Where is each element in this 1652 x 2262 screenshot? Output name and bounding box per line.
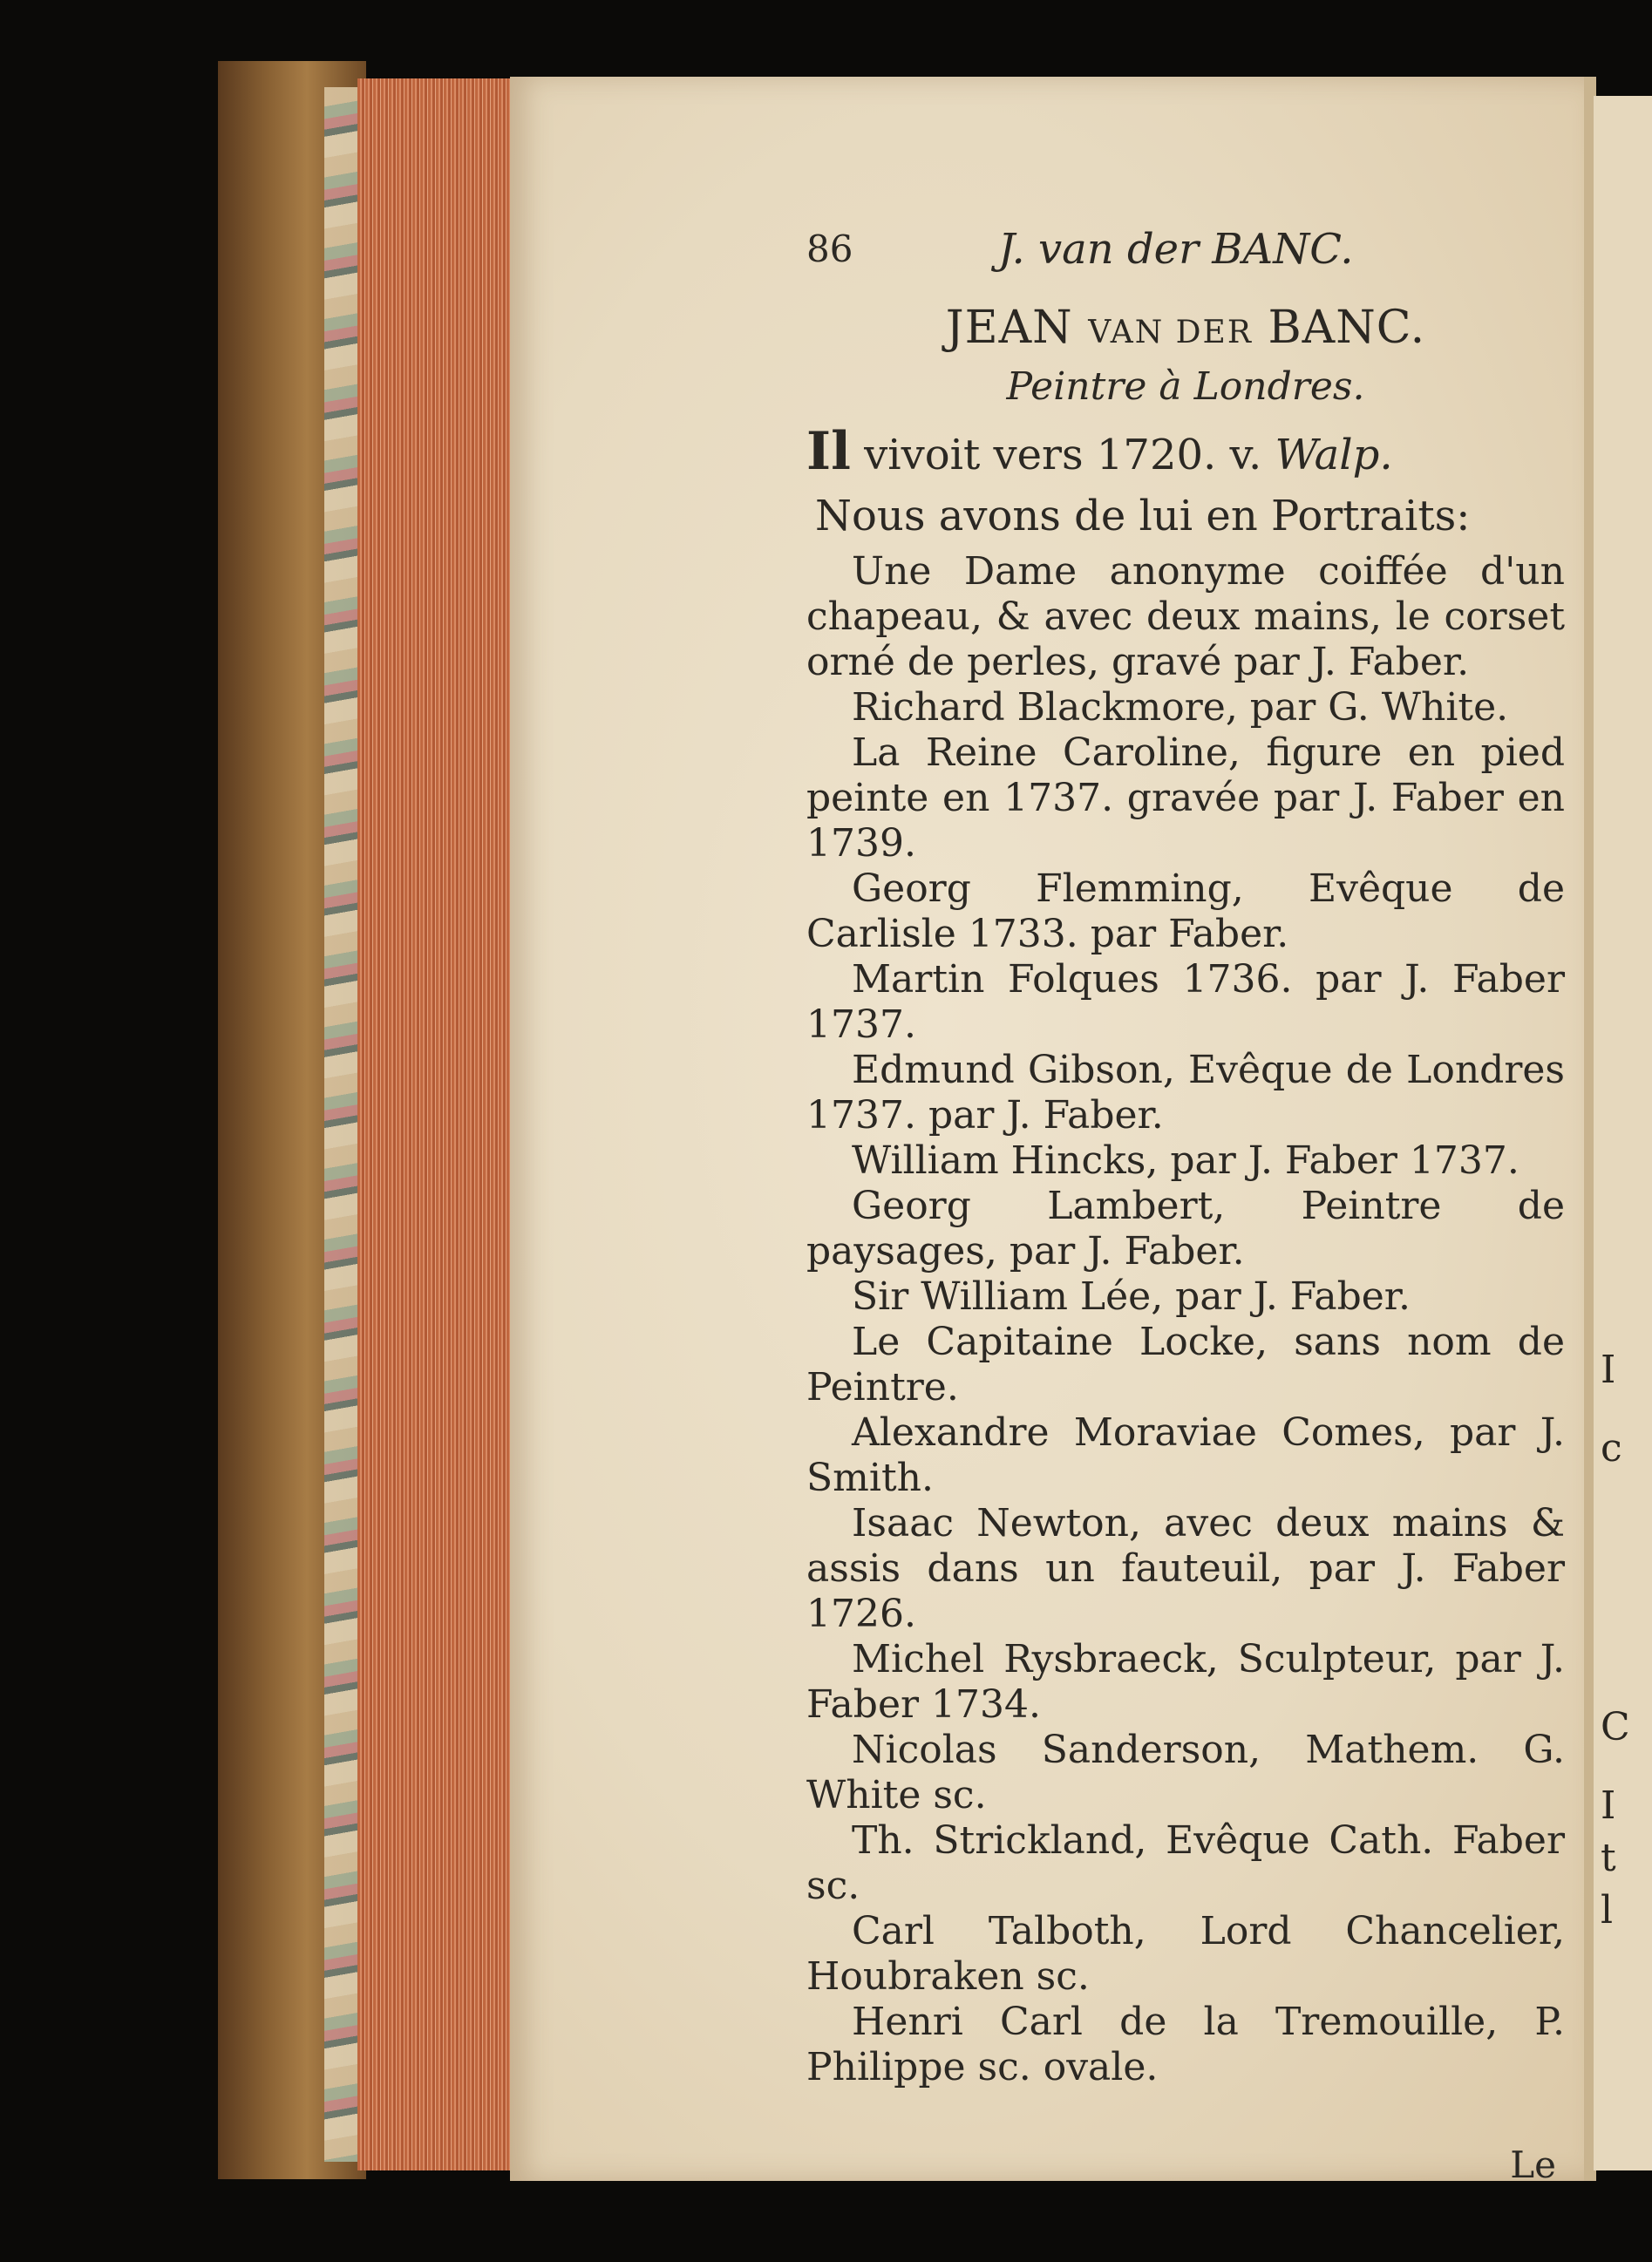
- catchword: Le: [1510, 2143, 1556, 2186]
- list-item: Henri Carl de la Tremouille, P. Philippe sc. ovale.: [806, 2000, 1565, 2089]
- list-item: Alexandre Moraviae Comes, par J. Smith.: [806, 1410, 1565, 1500]
- list-item: Une Dame anonyme coiffée d'un chapeau, & avec deux mains, le corset orné de perles, gravé par J. Faber.: [806, 549, 1565, 684]
- list-item: Georg Lambert, Peintre de paysages, par J. Faber.: [806, 1184, 1565, 1274]
- page-edges: [357, 78, 510, 2170]
- list-item: Le Capitaine Locke, sans nom de Peintre.: [806, 1320, 1565, 1410]
- entry-title: JEAN VAN DER BANC.: [945, 302, 1426, 354]
- list-item: Th. Strickland, Evêque Cath. Faber sc.: [806, 1818, 1565, 1908]
- running-header: [806, 227, 1565, 279]
- running-head: J. van der BANC.: [998, 225, 1354, 274]
- page-number: 86: [806, 228, 853, 270]
- portrait-list: [806, 549, 1565, 2090]
- portraits-heading: Nous avons de lui en Portraits:: [815, 492, 1471, 540]
- list-item: Isaac Newton, avec deux mains & assis dans un fauteuil, par J. Faber 1726.: [806, 1501, 1565, 1636]
- page-text: [806, 227, 1565, 2188]
- list-item: Nicolas Sanderson, Mathem. G. White sc.: [806, 1728, 1565, 1817]
- list-item: William Hincks, par J. Faber 1737.: [852, 1138, 1519, 1183]
- intro-paragraph: Il vivoit vers 1720. v. Walp.: [806, 421, 1393, 482]
- marbled-endpaper: [324, 87, 359, 2162]
- list-item: Carl Talboth, Lord Chancelier, Houbraken sc.: [806, 1909, 1565, 1999]
- list-item: Martin Folques 1736. par J. Faber 1737.: [806, 957, 1565, 1047]
- entry-subtitle: Peintre à Londres.: [1006, 364, 1365, 409]
- list-item: Sir William Lée, par J. Faber.: [852, 1274, 1411, 1319]
- list-item: Richard Blackmore, par G. White.: [852, 685, 1509, 730]
- list-item: Michel Rysbraeck, Sculpteur, par J. Faber 1734.: [806, 1637, 1565, 1727]
- list-item: Georg Flemming, Evêque de Carlisle 1733. par Faber.: [806, 866, 1565, 956]
- facing-page-edge: I c C I t l: [1594, 96, 1652, 2170]
- list-item: La Reine Caroline, figure en pied peinte en 1737. gravée par J. Faber en 1739.: [806, 730, 1565, 866]
- list-item: Edmund Gibson, Evêque de Londres 1737. par J. Faber.: [806, 1048, 1565, 1138]
